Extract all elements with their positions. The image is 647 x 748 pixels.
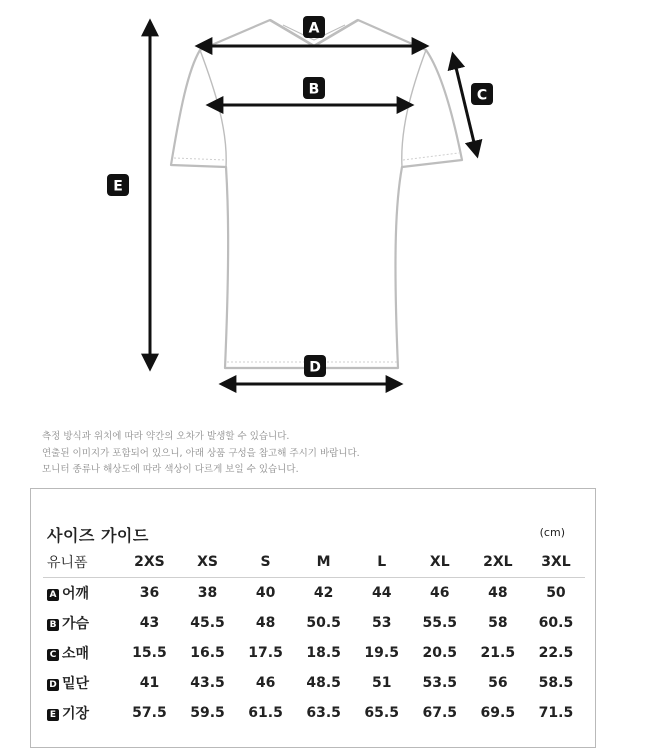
size-value-cell: 43 xyxy=(139,615,160,631)
size-value-cell: 48.5 xyxy=(306,675,341,691)
row-label: 가슴 xyxy=(62,616,90,632)
label-a: A xyxy=(308,20,320,37)
size-value-cell: 69.5 xyxy=(480,705,516,721)
size-value-cell: 46 xyxy=(255,675,276,691)
row-label-cell xyxy=(43,578,120,609)
label-d-badge xyxy=(304,355,326,377)
size-value-cell: 19.5 xyxy=(364,645,399,661)
label-b-badge xyxy=(303,77,325,99)
measure-c-arrow xyxy=(453,55,477,155)
size-value-cell: 38 xyxy=(197,585,218,601)
size-value-cell: 43.5 xyxy=(190,675,225,691)
size-guide-panel xyxy=(30,488,596,748)
row-label: 밑단 xyxy=(62,676,90,692)
header-size: 3XL xyxy=(527,547,585,578)
row-badge: E xyxy=(47,709,59,721)
size-value-cell: 40 xyxy=(255,585,276,601)
header-size: 2XL xyxy=(469,547,527,578)
row-badge: D xyxy=(47,679,59,691)
row-label-cell xyxy=(43,698,120,728)
size-value-cell: 20.5 xyxy=(422,645,458,661)
size-guide-title: 사이즈 가이드 xyxy=(47,526,149,545)
size-value-cell: 63.5 xyxy=(306,705,341,721)
size-value-cell: 55.5 xyxy=(422,615,458,631)
header-size: 2XS xyxy=(120,547,178,578)
measurement-notes xyxy=(42,429,360,479)
size-value-cell: 61.5 xyxy=(248,705,283,721)
size-value-cell: 42 xyxy=(313,585,334,601)
header-size: XL xyxy=(411,547,469,578)
row-badge: C xyxy=(47,649,59,661)
size-value-cell: 59.5 xyxy=(190,705,225,721)
size-value-cell: 50.5 xyxy=(306,615,341,631)
header-size: XS xyxy=(178,547,236,578)
size-table-row xyxy=(43,608,585,638)
header-size: M xyxy=(295,547,353,578)
size-value-cell: 21.5 xyxy=(480,645,516,661)
row-label-cell xyxy=(43,608,120,638)
size-table-row xyxy=(43,638,585,668)
size-table-row xyxy=(43,668,585,698)
size-table-header-row xyxy=(43,547,585,578)
size-value-cell: 16.5 xyxy=(190,645,225,661)
tshirt-outline xyxy=(171,20,462,368)
size-value-cell: 48 xyxy=(255,615,276,631)
note-line: 모니터 종류나 해상도에 따라 색상이 다르게 보일 수 있습니다. xyxy=(42,464,299,475)
size-value-cell: 51 xyxy=(371,675,392,691)
size-value-cell: 44 xyxy=(371,585,392,601)
row-badge: A xyxy=(47,589,59,601)
row-badge: B xyxy=(47,619,59,631)
size-value-cell: 45.5 xyxy=(190,615,225,631)
size-value-cell: 65.5 xyxy=(364,705,399,721)
size-table xyxy=(43,547,585,728)
size-value-cell: 50 xyxy=(546,585,566,601)
label-c: C xyxy=(476,87,488,104)
size-table-row xyxy=(43,698,585,728)
size-value-cell: 60.5 xyxy=(538,615,574,631)
size-value-cell: 58 xyxy=(488,615,508,631)
size-value-cell: 71.5 xyxy=(538,705,574,721)
label-b: B xyxy=(308,81,320,98)
header-size: L xyxy=(353,547,411,578)
label-c-badge xyxy=(471,83,493,105)
header-size: S xyxy=(237,547,295,578)
size-value-cell: 53 xyxy=(371,615,392,631)
label-a-badge xyxy=(303,16,325,38)
note-line: 연출된 이미지가 포함되어 있으니, 아래 상품 구성을 참고해 주시기 바랍니다. xyxy=(42,447,360,459)
size-guide-unit: (cm) xyxy=(539,526,565,539)
label-e-badge xyxy=(107,174,129,196)
size-value-cell: 22.5 xyxy=(538,645,574,661)
size-value-cell: 56 xyxy=(488,675,508,691)
size-value-cell: 41 xyxy=(139,675,160,691)
label-e: E xyxy=(113,178,123,195)
row-label: 소매 xyxy=(62,646,90,662)
size-value-cell: 15.5 xyxy=(132,645,167,661)
label-d: D xyxy=(309,359,321,376)
row-label: 어깨 xyxy=(62,586,90,602)
size-value-cell: 58.5 xyxy=(538,675,574,691)
row-label: 기장 xyxy=(62,706,90,722)
size-value-cell: 36 xyxy=(139,585,160,601)
size-value-cell: 46 xyxy=(430,585,450,601)
size-value-cell: 53.5 xyxy=(422,675,458,691)
size-table-row xyxy=(43,578,585,609)
size-value-cell: 67.5 xyxy=(422,705,458,721)
size-value-cell: 18.5 xyxy=(306,645,341,661)
header-category: 유니폼 xyxy=(43,547,120,578)
row-label-cell xyxy=(43,668,120,698)
size-value-cell: 17.5 xyxy=(248,645,283,661)
note-line: 측정 방식과 위치에 따라 약간의 오차가 발생할 수 있습니다. xyxy=(42,431,290,442)
size-value-cell: 48 xyxy=(488,585,508,601)
size-value-cell: 57.5 xyxy=(132,705,167,721)
row-label-cell xyxy=(43,638,120,668)
